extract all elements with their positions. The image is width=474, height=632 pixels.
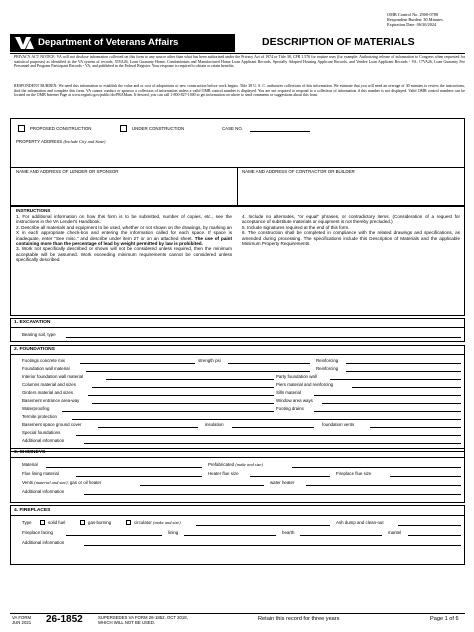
supersedes-line-2: WHICH WILL NOT BE USED.: [98, 620, 156, 626]
ground-cover-field[interactable]: [98, 427, 198, 428]
expiration-date: Expiration Date: 06/30/2024: [387, 22, 437, 28]
prefabricated-field[interactable]: [292, 467, 461, 468]
hearth-field[interactable]: [300, 535, 382, 536]
basement-entrance-field[interactable]: [92, 403, 274, 404]
insulation-label: insulation: [205, 422, 224, 427]
foundations-title-rule: [10, 354, 465, 355]
fireplaces-additional-label: Additional information: [22, 540, 65, 545]
footings-concrete-mix-label: Footings concrete mix: [22, 358, 65, 363]
window-area-ways-field[interactable]: [322, 403, 461, 404]
property-address-text: PROPERTY ADDRESS: [16, 139, 63, 144]
circulator-label: [134, 520, 181, 525]
piers-field[interactable]: [352, 387, 461, 388]
foundation-wall-reinforcing-label: Reinforcing: [316, 366, 339, 371]
special-foundations-label: Special foundations: [22, 430, 61, 435]
insulation-field[interactable]: [232, 427, 314, 428]
foundation-wall-reinforcing-field[interactable]: [346, 371, 461, 372]
foundations-additional-field[interactable]: [84, 443, 461, 444]
instruction-2-block: [16, 225, 232, 247]
columns-label: Columns material and sizes: [22, 382, 76, 387]
bearing-soil-field[interactable]: [66, 337, 461, 338]
party-foundation-wall-field[interactable]: [330, 379, 461, 380]
ash-dump-field[interactable]: [398, 525, 461, 526]
ash-dump-label: Ash dump and clean-out: [336, 520, 384, 525]
supersedes-note: [98, 615, 188, 625]
instruction-3: 3. Work not specifically described or shown will not be considered unless required, then the minimum acceptable will be assumed. Work exceeding minimum requirements cannot be considered unless specifically described.: [16, 246, 232, 263]
gas-oil-heater-field[interactable]: [140, 485, 264, 486]
under-construction-checkbox[interactable]: [120, 125, 127, 132]
ground-cover-label: Basement space ground cover: [22, 422, 82, 427]
termite-protection-field[interactable]: [72, 419, 461, 420]
vents-hint: (material and size): [34, 480, 68, 485]
fireplace-flue-size-field[interactable]: [390, 476, 461, 477]
footings-concrete-mix-field[interactable]: [80, 363, 195, 364]
water-heater-field[interactable]: [306, 485, 461, 486]
special-foundations-field[interactable]: [76, 435, 461, 436]
form-title: DESCRIPTION OF MATERIALS: [262, 36, 415, 48]
foundation-vents-field[interactable]: [370, 427, 461, 428]
foundations-title: 2. FOUNDATIONS: [14, 347, 55, 352]
parties-divider: [237, 167, 238, 206]
solid-fuel-label: solid fuel: [48, 520, 66, 525]
retain-note: Retain this record for three years: [258, 616, 340, 622]
excavation-section: [10, 318, 465, 342]
termite-protection-label: Termite protection: [22, 414, 57, 419]
waterproofing-label: Waterproofing: [22, 406, 50, 411]
property-address-hint: (Include City and State): [63, 139, 106, 144]
chimney-material-label: Material: [22, 462, 38, 467]
strength-psi-label: strength psi: [198, 358, 221, 363]
gas-oil-heater-text: : gas or oil heater: [67, 480, 102, 485]
va-logo-icon: [14, 36, 36, 50]
instruction-6: 6. The construction shall be completed in compliance with the related drawings and specifications, as amended during processing. The specifications include this Description of Materials and the applicable Minimum Property Requirements.: [242, 230, 460, 247]
chimneys-title: 3. CHIMNEYS: [14, 450, 46, 455]
basement-entrance-label: Basement entrance area-way: [22, 398, 80, 403]
form-date: JUN 2021: [12, 620, 32, 626]
excavation-title: 1. EXCAVATION: [14, 320, 51, 325]
foundations-additional-label: Additional information: [22, 438, 65, 443]
sills-label: Sills material: [276, 390, 301, 395]
chimney-material-field[interactable]: [46, 467, 202, 468]
omb-control-no: OMB Control No. 2900-0788: [387, 12, 439, 17]
lender-field[interactable]: [14, 176, 234, 204]
supersedes-line-1: SUPERSEDES VA FORM 26-1852, OCT 2018,: [98, 615, 188, 620]
agency-name: Department of Veterans Affairs: [38, 37, 179, 48]
instruction-2: 2. Describe all materials and equipment to be used, whether or not shown on the drawings, by marking an X in each appropriate check-box and entering the information called for each space. If space is inadequate, enter "See misc." and describe under item 27 or on an attached sheet.: [16, 224, 232, 241]
va-form-label: VA FORM: [12, 615, 32, 620]
girders-field[interactable]: [88, 395, 274, 396]
fireplaces-additional-field[interactable]: [84, 545, 461, 546]
form-number: 26-1852: [46, 614, 83, 625]
respondent-burden-notice: RESPONDENT BURDEN: We need this information to establish the value and or cost of adaptations or new construction before work begins. Title 38 U. S. C. authorizes collections of this information. We estimate that you will need an average of 30 minutes to review the instructions, find the information and complete this form. VA cannot conduct or sponsor a collection of information unless a valid OMB control number is displayed. You are not required to respond to a collection of information if this number is not displayed. Valid OMB control numbers can be located on the OMB Internet Page at www.reginfo.gov/public/do/PRAMain. If desired, you can call 1-800-827-1000 to get information on where to send comments or suggestions about this form.: [14, 84, 465, 98]
sills-field[interactable]: [314, 395, 461, 396]
vents-label: [22, 480, 101, 485]
heater-flue-size-label: Heater flue size: [208, 471, 239, 476]
flue-lining-label: Flue lining material: [22, 471, 59, 476]
prefabricated-text: Prefabricated: [208, 462, 235, 467]
footings-reinforcing-field[interactable]: [346, 363, 461, 364]
header-divider: [10, 53, 465, 54]
foundation-wall-material-label: Foundation wall material: [22, 366, 70, 371]
strength-psi-field[interactable]: [228, 363, 310, 364]
gas-burning-label: gas-burning: [88, 520, 112, 525]
hearth-label: hearth: [282, 530, 295, 535]
foundations-section: [10, 345, 465, 417]
footing-drains-label: Footing drains: [276, 406, 304, 411]
foundation-wall-material-field[interactable]: [86, 371, 310, 372]
fireplaces-title: 4. FIREPLACES: [14, 508, 51, 513]
bearing-soil-label: Bearing soil, type: [22, 332, 56, 337]
chimneys-additional-label: Additional information: [22, 489, 65, 494]
instruction-4: 4. Include no alternates, "or equal" phrases, or contradictory items. (Consideration of a request for acceptance of substitute materials or equipment is not thereby precluded.): [242, 214, 460, 225]
case-no-label: CASE NO.: [222, 126, 243, 131]
instruction-1: 1. For additional information on how this form is to be submitted, number of copies, etc., see the instructions in the VA Lender's Handbook.: [16, 214, 232, 225]
privacy-act-notice: PRIVACY ACT NOTICE: VA will not disclose information collected on this form to any source other than what has been authorized under the Privacy Act of 1974 or Title 38, CFR 1.576 for routine uses (for example: Authorizing release of information to Congress when requested for statistical purposes) as identified in the VA system of records, 55VA26, Loan Guaranty Home, Condominium and Manufactured Home Loan Applicant Records, Specially Adapted Housing Applicant Records, and Vendee Loan Applicant Records - VA, 17VA26, Loan Guaranty Fee Personnel and Program Participant Records - VA, and published in the Federal Register. Your response is required to obtain or retain benefits.: [14, 55, 465, 69]
agency-banner: [10, 34, 235, 52]
footer-form-label: [12, 615, 31, 625]
lender-label: NAME AND ADDRESS OF LENDER OR SPONSOR: [16, 169, 119, 174]
omb-block: [387, 12, 471, 28]
gas-burning-checkbox[interactable]: [80, 520, 85, 525]
foundation-vents-label: foundation vents: [322, 422, 355, 427]
property-address-field[interactable]: [16, 146, 461, 166]
columns-field[interactable]: [92, 387, 274, 388]
circulator-checkbox[interactable]: [126, 520, 131, 525]
fireplace-facing-label: Fireplace facing: [22, 530, 53, 535]
circulator-hint: (make and size): [153, 520, 181, 525]
under-construction-label: UNDER CONSTRUCTION: [132, 126, 185, 131]
girders-label: Girders material and sizes: [22, 390, 73, 395]
chimneys-title-rule: [10, 457, 465, 458]
flue-lining-field[interactable]: [76, 476, 202, 477]
interior-foundation-wall-label: Interior foundation wall material: [22, 374, 84, 379]
instruction-5: 5. Include signatures required at the end of this form.: [242, 224, 350, 230]
fireplace-lining-field[interactable]: [184, 535, 276, 536]
excavation-title-rule: [10, 327, 465, 328]
waterproofing-field[interactable]: [62, 411, 274, 412]
chimneys-additional-field[interactable]: [84, 494, 461, 495]
fireplace-lining-label: lining: [168, 530, 179, 535]
piers-label: Piers material and reinforcing: [276, 382, 334, 387]
footings-reinforcing-label: Reinforcing: [316, 358, 339, 363]
prefabricated-label: [208, 462, 263, 467]
mantel-field[interactable]: [408, 535, 461, 536]
instructions-column-2: [242, 214, 460, 246]
solid-fuel-checkbox[interactable]: [40, 520, 45, 525]
property-address-label: [16, 139, 106, 144]
fireplace-facing-field[interactable]: [66, 535, 162, 536]
party-foundation-wall-label: Party foundation wall: [276, 374, 317, 379]
window-area-ways-label: Window area ways: [276, 398, 313, 403]
proposed-construction-label: PROPOSED CONSTRUCTION: [30, 126, 92, 131]
interior-foundation-wall-field[interactable]: [106, 379, 274, 380]
fireplace-flue-size-label: Fireplace flue size: [336, 471, 372, 476]
footing-drains-field[interactable]: [314, 411, 461, 412]
prefabricated-hint: (make and size): [235, 462, 263, 467]
mantel-label: mantel: [388, 530, 402, 535]
heater-flue-size-field[interactable]: [250, 476, 330, 477]
case-no-field[interactable]: [250, 131, 310, 132]
fireplace-type-label: Type: [22, 520, 32, 525]
instruction-lead-warning: The use of paint containing more than the percentage of lead by weight permitted by law is prohibited.: [16, 235, 233, 247]
water-heater-label: water heater: [270, 480, 295, 485]
vents-text: Vents: [22, 480, 33, 485]
instructions-column-1: [16, 214, 232, 263]
contractor-label: NAME AND ADDRESS OF CONTRACTOR OR BUILDER: [242, 169, 355, 174]
contractor-field[interactable]: [241, 176, 463, 204]
circulator-text: circulator: [134, 520, 152, 525]
fireplaces-title-rule: [10, 515, 465, 516]
proposed-construction-checkbox[interactable]: [18, 125, 25, 132]
circulator-field[interactable]: [196, 525, 330, 526]
respondent-burden-time: Respondent Burden: 30 Minutes: [387, 17, 443, 23]
instructions-heading: INSTRUCTIONS: [16, 208, 51, 213]
page-number: Page 1 of 6: [430, 616, 459, 622]
